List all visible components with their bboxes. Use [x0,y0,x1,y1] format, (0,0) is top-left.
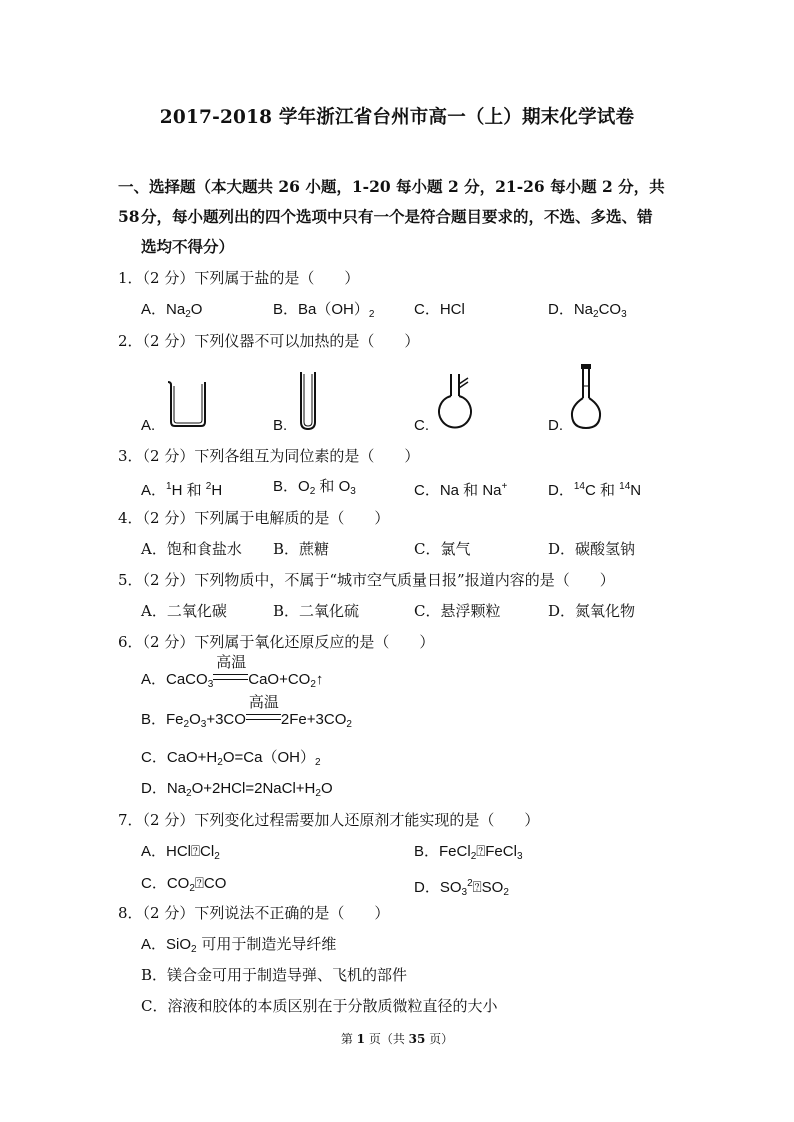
q2-option-b: B. [273,417,288,434]
question-4-stem: 4．（2 分）下列属于电解质的是（ ） [118,509,390,527]
round-bottom-flask-icon [436,370,476,432]
q3-option-b: B．$O_2$ 和 $O_3$ [273,478,356,497]
q3-option-c: C．Na 和 Na+ [414,481,508,499]
section-heading-line3: 选均不得分） [141,237,235,256]
q7-option-d: D．$SO_3^2⍰SO_2$ [414,878,509,898]
q2-option-d: D. [548,417,563,434]
question-8-stem: 8．（2 分）下列说法不正确的是（ ） [118,904,390,922]
q2-option-a: A. [141,417,156,434]
q4-option-d: D．碳酸氢钠 [548,540,636,558]
section-heading-line2: 分，每小题列出的四个选项中只有一个是符合题目要求的，不选、多选、错 [141,207,653,226]
q5-option-d: D．氮氧化物 [548,602,636,620]
page-footer: 第 1 页（共 35 页） [340,1032,454,1046]
q8-option-c: C．溶液和胶体的本质区别在于分散质微粒直径的大小 [141,997,498,1015]
section-heading-line1: 一、选择题（本大题共 26 小题，1-20 每小题 2 分，21-26 每小题 2 分，共 58 [118,177,665,226]
question-3-stem: 3．（2 分）下列各组互为同位素的是（ ） [118,447,420,465]
q3-option-a: A．$^1$H 和 $^2$H [141,481,223,499]
q6-option-b: B．$Fe_2O_3+3CO$ 高温 $2Fe+3CO_2$ [141,694,352,730]
question-6-stem: 6．（2 分）下列属于氧化还原反应的是（ ） [118,633,435,651]
q4-option-a: A．饱和食盐水 [141,540,242,558]
question-7-stem: 7．（2 分）下列变化过程需要加人还原剂才能实现的是（ ） [118,811,540,829]
q8-option-a: A．SiO$_2$ 可用于制造光导纤维 [141,935,337,955]
q1-option-d: D．$Na_2CO_3$ [548,301,627,320]
q7-option-c: C．$CO_2⍰CO$ [141,875,227,894]
question-5-stem: 5．（2 分）下列物质中，不属于“城市空气质量日报”报道内容的是（ ） [118,571,615,589]
q4-option-c: C．氯气 [414,540,471,558]
q5-option-b: B．二氧化硫 [273,602,360,620]
test-tube-icon [296,370,320,432]
q6-option-d: D．$Na_2O+2HCl=2NaCl+H_2O$ [141,780,333,799]
q1-option-b: B．$Ba(OH)_2$ [273,301,375,320]
high-temp-condition: 高温 [246,710,281,730]
q6-option-a: A．CaCO$_3$ 高温 $CaO+CO_2↑$ [141,654,324,690]
q7-option-a: A．$HCl⍰Cl_2$ [141,843,220,862]
q8-option-b: B．镁合金可用于制造导弹、飞机的部件 [141,966,408,984]
q6-option-c: C．$CaO+H_2O=Ca(OH)_2$ [141,749,321,768]
question-2-stem: 2．（2 分）下列仪器不可以加热的是（ ） [118,332,420,350]
q2-option-c: C. [414,417,429,434]
q7-option-b: B．FeCl$_2$⍰FeCl$_3$ [414,843,523,862]
q5-option-a: A．二氧化碳 [141,602,227,620]
q1-option-c: C．HCl [414,301,465,318]
high-temp-condition: 高温 [213,670,248,690]
q1-option-a: A．$Na_2O$ [141,301,203,320]
question-1-stem: 1．（2 分）下列属于盐的是（ ） [118,269,360,287]
q3-option-d: D．$^{14}$C 和 $^{14}$N [548,481,642,499]
q5-option-c: C．悬浮颗粒 [414,602,501,620]
beaker-icon [165,378,211,428]
q4-option-b: B．蔗糖 [273,540,330,558]
volumetric-flask-icon [567,362,607,432]
page-title: 2017-2018 学年浙江省台州市高一（上）期末化学试卷 [159,107,635,128]
